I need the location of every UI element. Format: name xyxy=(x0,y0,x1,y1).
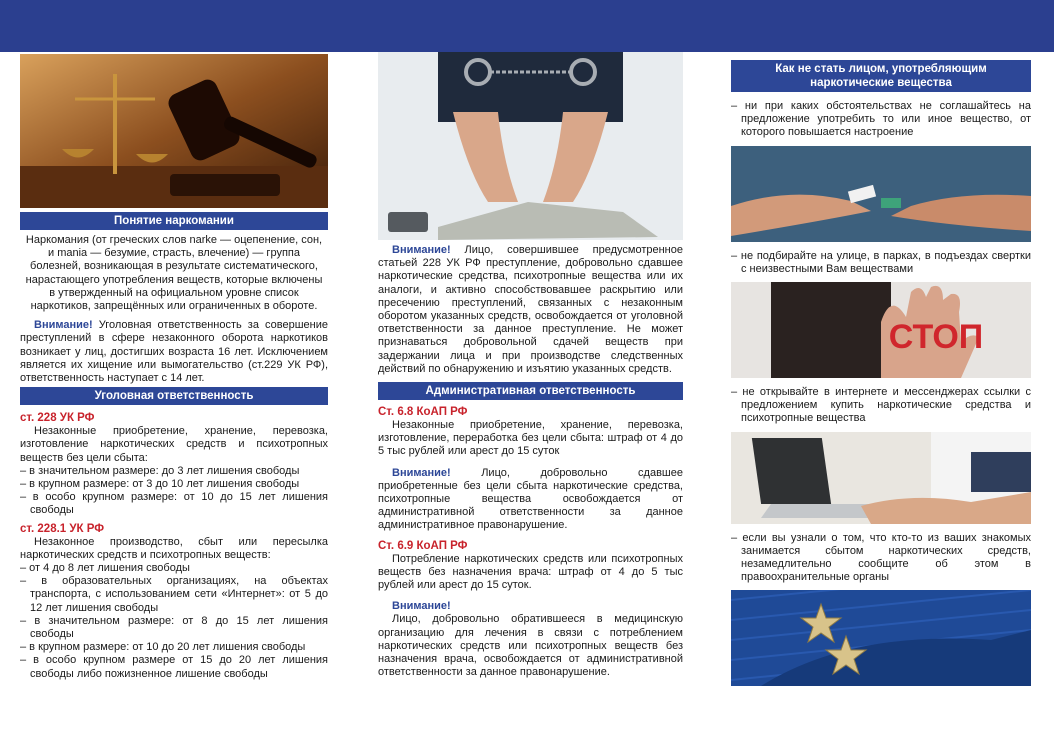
section-title-prevention: Как не стать лицом, употребляющим наркотические вещества xyxy=(731,60,1031,92)
attention-label: Внимание! xyxy=(392,600,451,613)
list-item: – от 4 до 8 лет лишения свободы xyxy=(20,562,190,575)
section-title-criminal: Уголовная ответственность xyxy=(20,387,328,405)
list-item: – в особо крупном размере: от 10 до 15 лет лишения свободы xyxy=(20,491,328,517)
laptop-photo xyxy=(731,432,1031,524)
attention-label: Внимание! xyxy=(392,466,451,479)
list-item: – в крупном размере: от 3 до 10 лет лишения свободы xyxy=(20,478,300,491)
tip-item: – если вы узнали о том, что кто-то из ваших знакомых занимается сбытом наркотических средств, незамедлительно сообщите об этом в правоохранительные органы xyxy=(731,531,1031,584)
attention-note-1 xyxy=(20,319,328,385)
article-228-title: ст. 228 УК РФ xyxy=(20,412,95,425)
laptop-icon xyxy=(731,432,1031,524)
attention-text: Лицо, совершившее предусмотренное статьей 228 УК РФ преступление, добровольно сдавшее наркотические средства, психотропные вещества или их аналоги, и активно способствовавшее раскрытию или пресечению преступлений, связанных с незаконным оборотом указанных средств, освобождается от уголовной ответственности за данное преступление. Не может признаваться добровольной сдачей веществ при задержании лица и при производстве следственных действий по обнаружению и изъятию указанных средств. xyxy=(378,244,683,375)
gavel-icon xyxy=(20,54,328,208)
attention-note-2 xyxy=(378,244,683,376)
handcuffs-icon xyxy=(378,52,683,240)
section-title-administrative: Административная ответственность xyxy=(378,382,683,400)
article-68-text: Незаконные приобретение, хранение, перевозка, изготовление, переработка без цели сбыта: штраф от 4 до 5 тыс рублей или арест до 15 суток xyxy=(378,419,683,458)
list-item: – в значительном размере: до 3 лет лишения свободы xyxy=(20,464,300,477)
article-2281-title: ст. 228.1 УК РФ xyxy=(20,522,105,535)
column-middle xyxy=(378,52,683,679)
addiction-definition: Наркомания (от греческих слов narke — оцепенение, сон, и mania — безумие, страсть, влечение) — группа болезней, возникающая в результате систематического, нарастающего употребления веществ, которые включены в утвержденный на официальном уровне список наркотиков, запрещённых или ограниченных в обороте. xyxy=(25,234,323,313)
list-item: – в особо крупном размере от 15 до 20 лет лишения свободы либо пожизненное лишение свободы xyxy=(20,654,328,680)
tip-item: – не подбирайте на улице, в парках, в подъездах свертки с неизвестными Вам веществами xyxy=(731,249,1031,275)
attention-label: Внимание! xyxy=(392,244,451,256)
attention-note-3 xyxy=(378,467,683,533)
column-right xyxy=(731,52,1031,686)
top-banner xyxy=(0,0,1054,52)
section-title-addiction: Понятие наркомании xyxy=(20,212,328,230)
hands-exchange-icon xyxy=(731,146,1031,242)
stop-sign-text: СТОП xyxy=(888,318,984,357)
gavel-photo xyxy=(20,54,328,208)
tip-item: – не открывайте в интернете и мессенджерах ссылки с предложением купить наркотические средства и психотропные вещества xyxy=(731,386,1031,425)
stop-hand-icon xyxy=(731,282,1031,378)
handoff-photo xyxy=(731,146,1031,242)
tip-item: – ни при каких обстоятельствах не соглашайтесь на предложение употребить то или иное вещество, от которого повышается настроение xyxy=(731,100,1031,139)
column-left xyxy=(20,52,328,681)
article-69-text: Потребление наркотических средств или психотропных веществ без назначения врача: штраф от 4 до 5 тыс рублей или арест до 15 суток. xyxy=(378,552,683,592)
article-228-intro: Незаконные приобретение, хранение, перевозка, изготовление наркотических средств и психотропных веществ без цели сбыта: xyxy=(20,425,328,464)
list-item: – в образовательных организациях, на объектах транспорта, с использованием сети «Интернет»: от 5 до 12 лет лишения свободы xyxy=(20,575,328,614)
attention-text: Лицо, добровольно сдавшее приобретенные без цели сбыта наркотические средства, психотропные вещества освобождается от административной ответственности за данное административное правонарушение. xyxy=(378,466,683,532)
handcuffs-photo xyxy=(378,52,683,240)
list-item: – в крупном размере: от 10 до 20 лет лишения свободы xyxy=(20,641,306,654)
shoulder-stars-icon xyxy=(731,590,1031,686)
stop-photo xyxy=(731,282,1031,378)
article-69-title: Ст. 6.9 КоАП РФ xyxy=(378,539,468,552)
police-photo xyxy=(731,590,1031,686)
article-68-title: Ст. 6.8 КоАП РФ xyxy=(378,406,468,419)
list-item: – в значительном размере: от 8 до 15 лет лишения свободы xyxy=(20,614,328,641)
attention-text: Лицо, добровольно обратившееся в медицинскую организацию для лечения в связи с потреблением наркотических средств или психотропных веществ без назначения врача, освобождается от административной ответственности за данное правонарушение. xyxy=(378,613,683,679)
article-2281-intro: Незаконное производство, сбыт или пересылка наркотических средств и психотропных веществ: xyxy=(20,535,328,561)
attention-label: Внимание! xyxy=(34,319,93,332)
attention-text: Уголовная ответственность за совершение преступлений в сфере незаконного оборота наркотиков возникает у лиц, достигших возраста 16 лет. Исключением является их хищение или вымогательство (ст.229 УК РФ), ответственность наступает с 14 лет. xyxy=(20,319,328,385)
